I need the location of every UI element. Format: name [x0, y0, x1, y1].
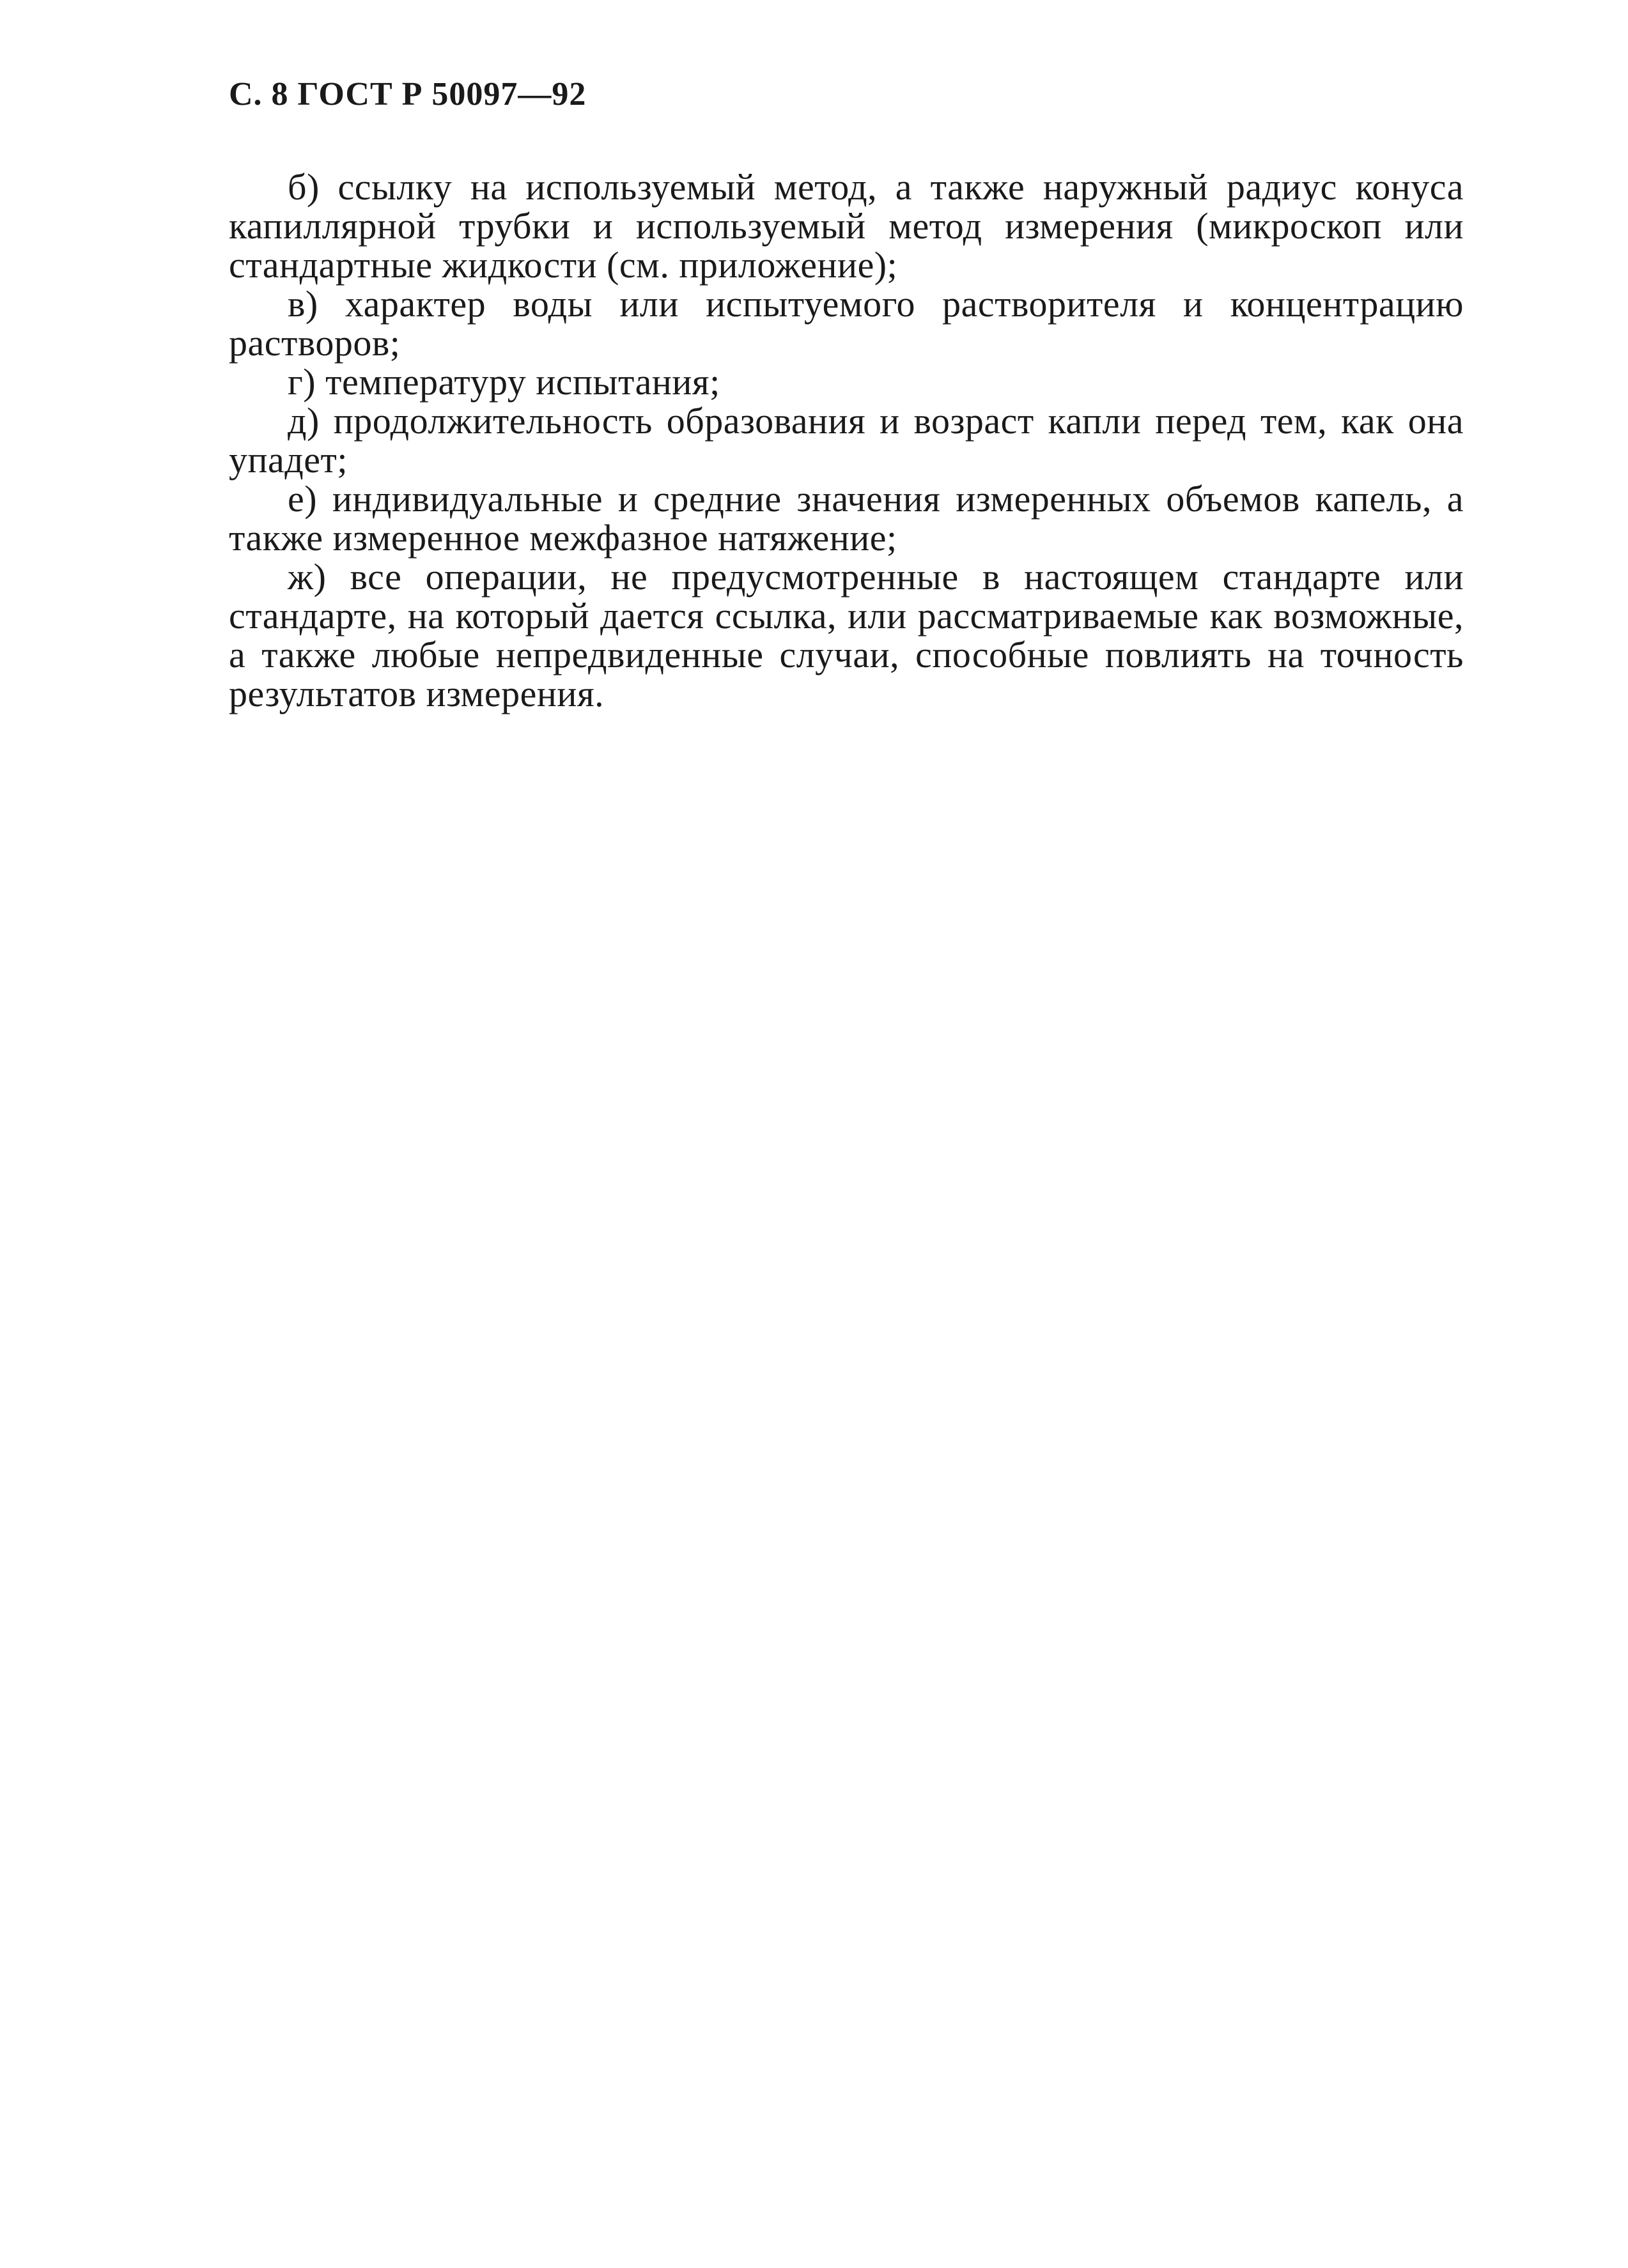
list-item-b: б) ссылку на используемый метод, а также наружный радиус конуса капиллярной трубки и используемый метод измерения (микроскоп или стандартные жидкости (см. приложение); [229, 166, 1464, 286]
list-item-d: д) продолжительность образования и возраст капли перед тем, как она упадет; [229, 400, 1464, 481]
list-item-v: в) характер воды или испытуемого растворителя и концентрацию растворов; [229, 283, 1464, 364]
list-item-e: е) индивидуальные и средние значения измеренных объемов капель, а также измеренное межфазное натяжение; [229, 478, 1464, 559]
list-continuation [229, 167, 1464, 713]
list-item-g: г) температуру испытания; [288, 361, 720, 403]
list-item-zh: ж) все операции, не предусмотренные в настоящем стандарте или стандарте, на который дается ссылка, или рассматриваемые как возможные, а также любые непредвиденные случаи, способные повлиять на точность результатов измерения. [229, 556, 1464, 714]
running-header: С. 8 ГОСТ Р 50097—92 [229, 76, 587, 112]
